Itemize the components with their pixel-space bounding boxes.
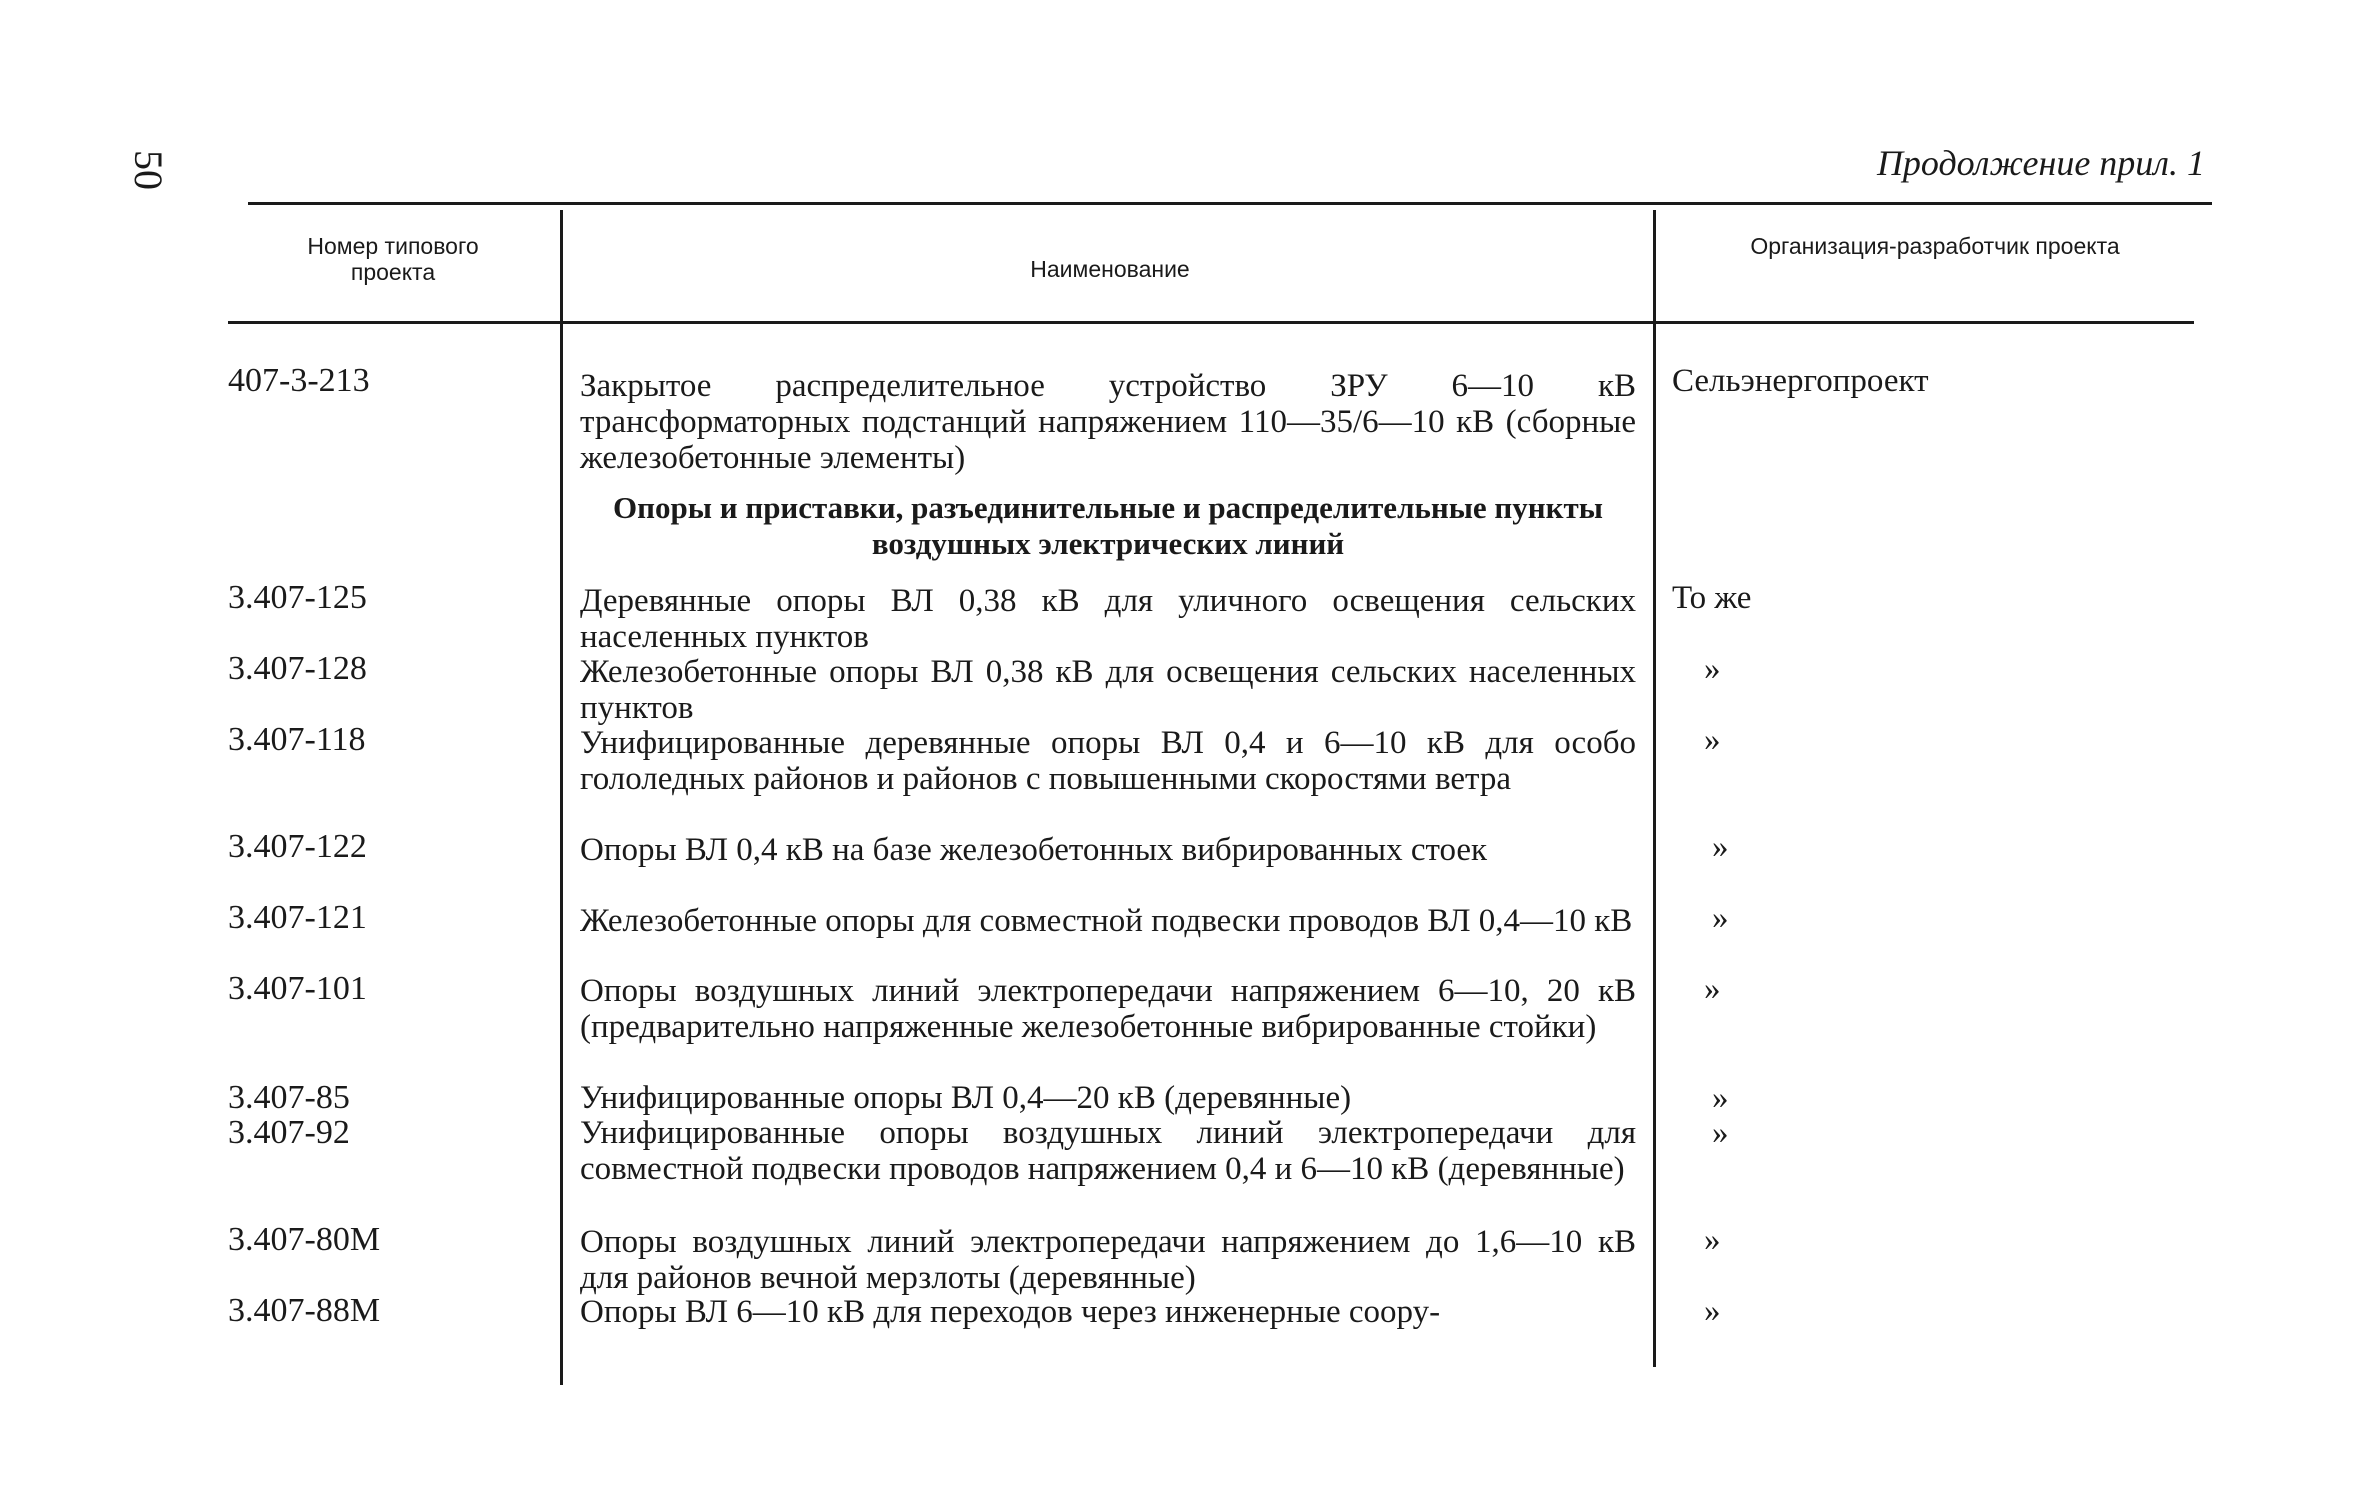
row-org: »	[1704, 651, 1721, 687]
row-name: Железобетонные опоры для совместной подвески проводов ВЛ 0,4—10 кВ	[580, 903, 1633, 939]
row-org: »	[1712, 1115, 1729, 1151]
row-code: 3.407-122	[228, 828, 367, 865]
page-number: 50	[126, 150, 171, 190]
row-code: 3.407-80М	[228, 1221, 381, 1258]
row-org: »	[1704, 971, 1721, 1007]
row-org: »	[1712, 900, 1729, 936]
row-name: Закрытое распределительное устройство ЗРУ 6—10 кВ трансформаторных подстанций напряжением 110—35/6—10 кВ (сборные железобетонные элементы)	[580, 368, 1636, 476]
row-org: »	[1704, 1222, 1721, 1258]
column-divider-right	[1653, 210, 1656, 1367]
row-org: »	[1704, 1293, 1721, 1329]
row-name: Опоры воздушных линий электропередачи напряжением до 1,6—10 кВ для районов вечной мерзлоты (деревянные)	[580, 1224, 1636, 1296]
header-name: Наименование	[1030, 256, 1190, 282]
header-org: Организация-разработчик проекта	[1750, 233, 2120, 259]
row-org: То же	[1672, 580, 1752, 616]
row-name: Опоры ВЛ 6—10 кВ для переходов через инженерные соору-	[580, 1294, 1441, 1330]
row-name: Унифицированные деревянные опоры ВЛ 0,4 и 6—10 кВ для особо гололедных районов и районов с повышенными скоростями ветра	[580, 725, 1636, 797]
continuation-label: Продолжение прил. 1	[1876, 143, 2205, 183]
row-name: Унифицированные опоры ВЛ 0,4—20 кВ (деревянные)	[580, 1080, 1352, 1116]
row-code: 3.407-118	[228, 721, 366, 758]
row-org: »	[1704, 722, 1721, 758]
row-code: 3.407-92	[228, 1114, 350, 1151]
row-name: Опоры воздушных линий электропередачи напряжением 6—10, 20 кВ (предварительно напряженные железобетонные вибрированные стойки)	[580, 973, 1636, 1045]
row-name: Деревянные опоры ВЛ 0,38 кВ для уличного освещения сельских населенных пунктов	[580, 583, 1636, 655]
row-code: 3.407-88М	[228, 1292, 381, 1329]
row-code: 3.407-121	[228, 899, 367, 936]
row-code: 3.407-85	[228, 1079, 350, 1116]
header-top-rule	[248, 202, 2212, 205]
row-code: 3.407-128	[228, 650, 367, 687]
column-divider-left	[560, 210, 563, 1385]
header-code: Номер типового проекта	[307, 233, 479, 285]
row-org: »	[1712, 829, 1729, 865]
row-code: 3.407-125	[228, 579, 367, 616]
header-bottom-rule	[228, 321, 2194, 324]
row-code: 3.407-101	[228, 970, 367, 1007]
row-name: Опоры ВЛ 0,4 кВ на базе железобетонных вибрированных стоек	[580, 832, 1488, 868]
row-org: Сельэнергопроект	[1672, 363, 1929, 399]
row-name: Железобетонные опоры ВЛ 0,38 кВ для освещения сельских населенных пунктов	[580, 654, 1636, 726]
section-heading: Опоры и приставки, разъединительные и распределительные пункты воздушных электрических линий	[613, 490, 1603, 561]
row-code: 407-3-213	[228, 362, 370, 399]
row-org: »	[1712, 1080, 1729, 1116]
row-name: Унифицированные опоры воздушных линий электропередачи для совместной подвески проводов напряжением 0,4 и 6—10 кВ (деревянные)	[580, 1115, 1636, 1187]
